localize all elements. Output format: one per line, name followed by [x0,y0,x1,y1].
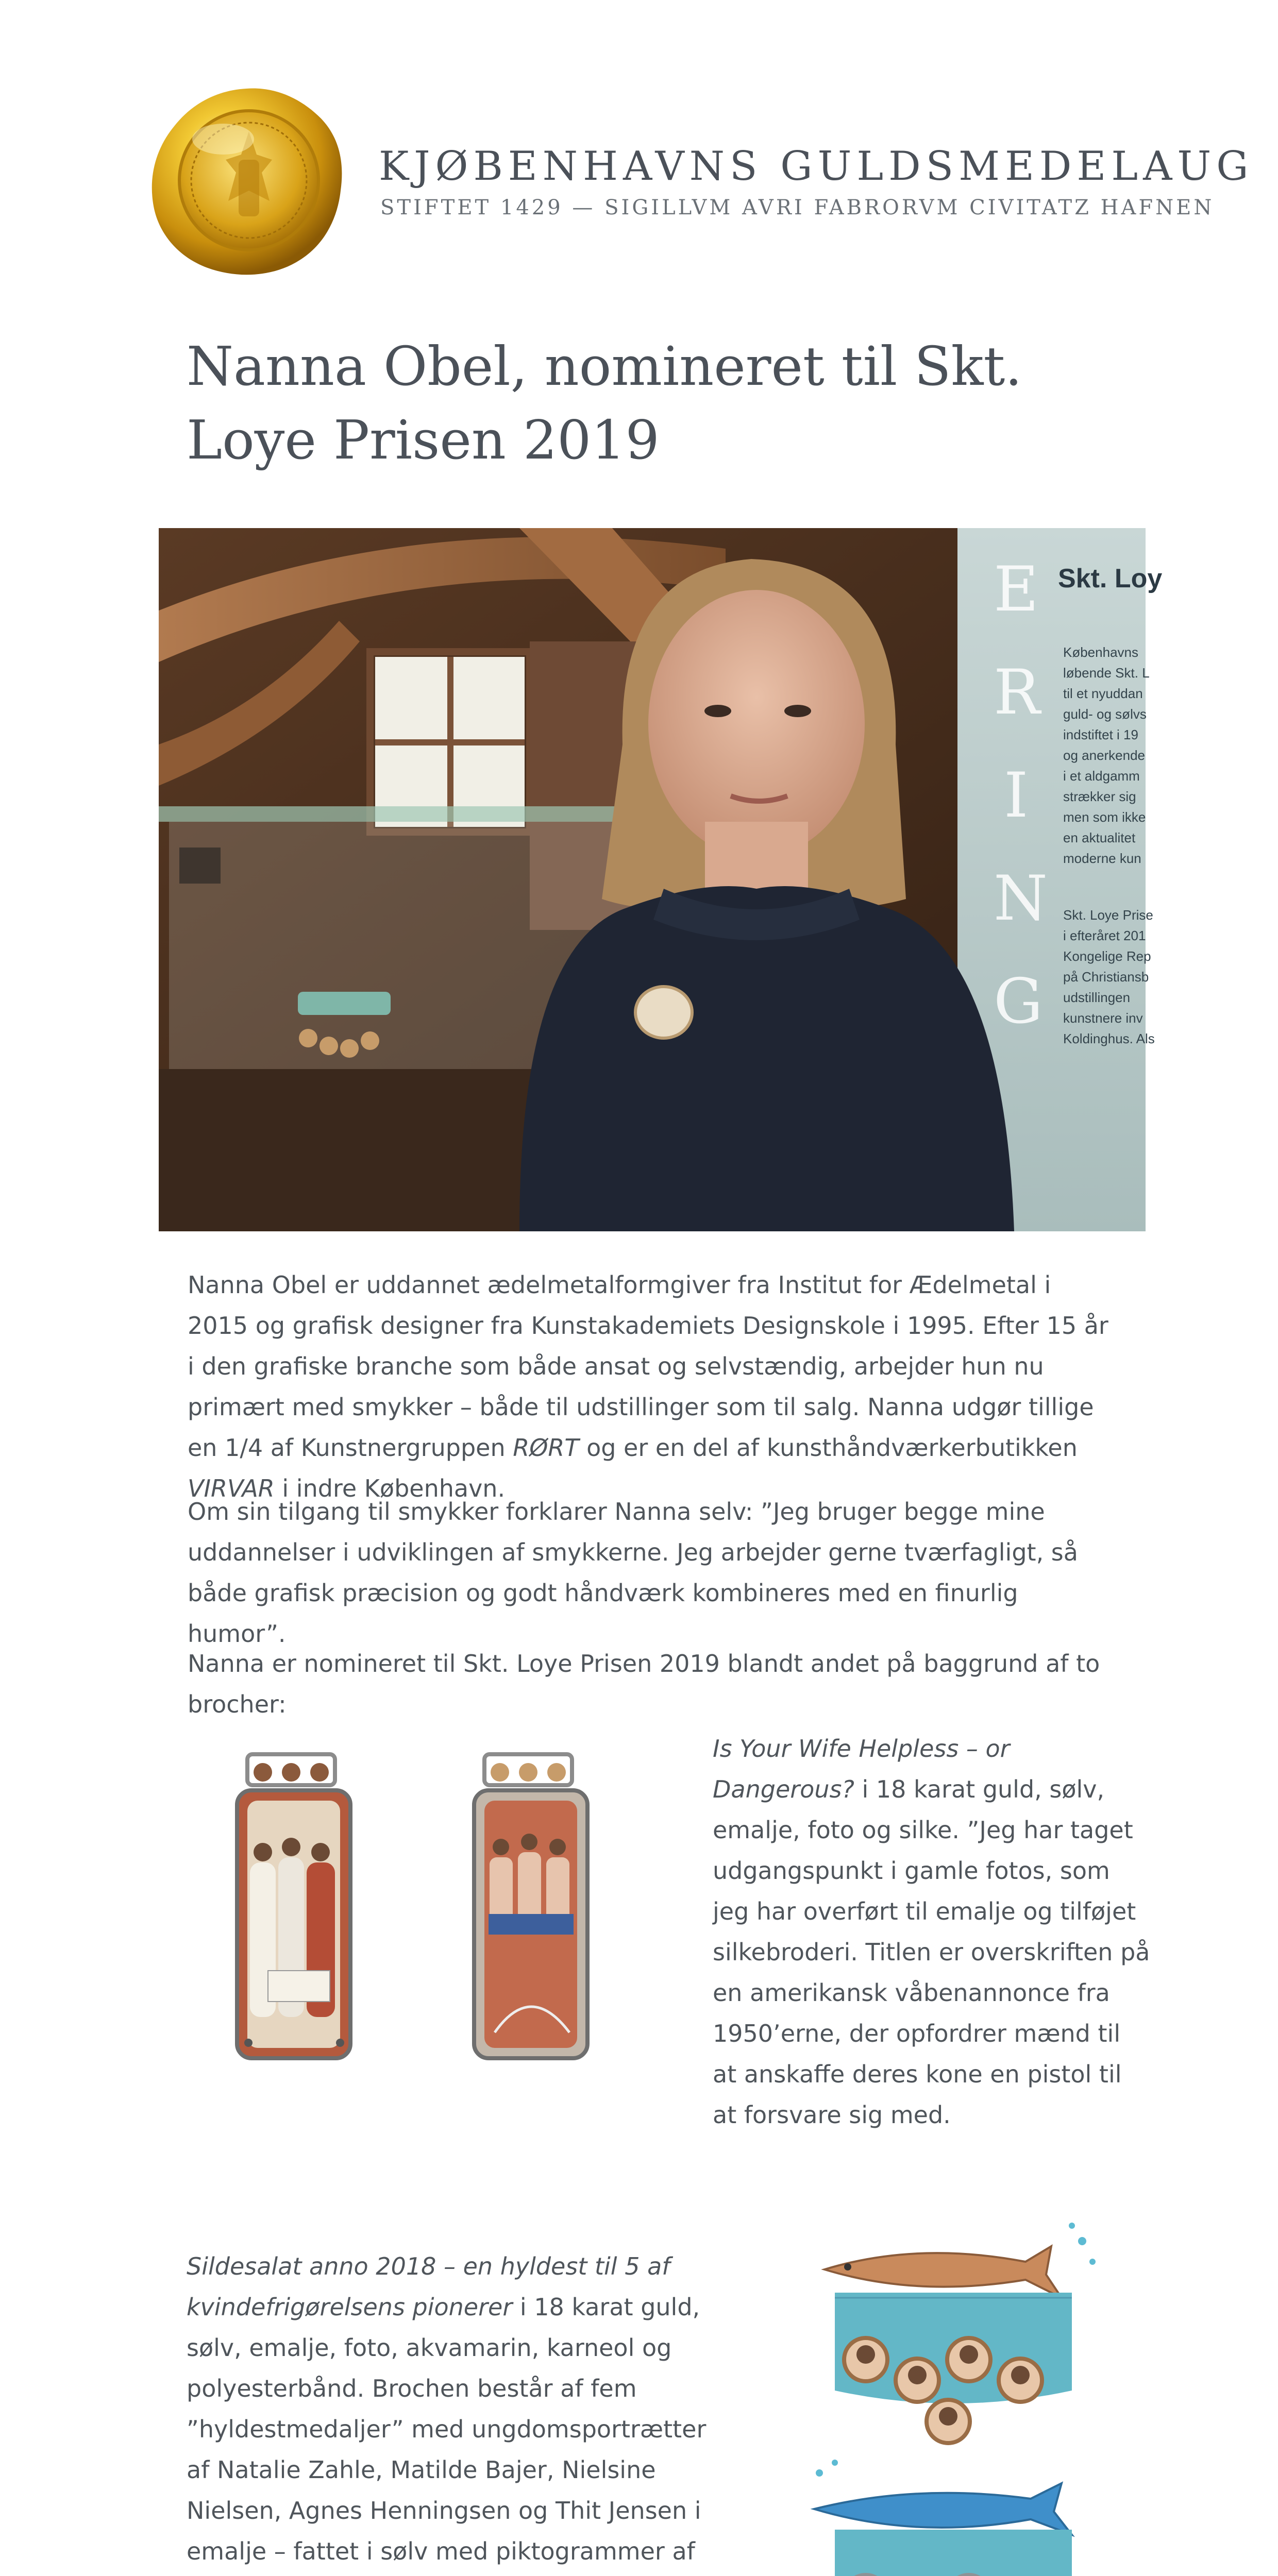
svg-text:strækker sig: strækker sig [1063,789,1136,804]
brooch-image-sildesalat [804,2221,1103,2576]
svg-text:på Christiansb: på Christiansb [1063,969,1149,985]
shop-name-virvar: VIRVAR [188,1475,275,1502]
svg-text:en aktualitet: en aktualitet [1063,830,1136,845]
work2-title: Sildesalat anno 2018 – en hyldest til 5 af kvindefrigørelsens pionerer [187,2252,670,2321]
approach-paragraph: Om sin tilgang til smykker forklarer Nanna selv: ”Jeg bruger begge mine uddannelser i udviklingen af smykkerne. Jeg arbejder gerne tværfagligt, så både grafisk præcision og godt håndværk kombineres med en finurlig humor”. [188,1498,1078,1648]
intro-paragraph: Nanna Obel er uddannet ædelmetalformgiver fra Institut for Ædelmetal i 2015 og grafisk designer fra Kunstakademiets Designskole i 1995. Efter 15 år i den grafiske branche som både ansat og selvstændig, arbejder hun nu primært med smykker – både til udstillinger som til salg. Nanna udgør tillige en 1/4 af Kunstnergruppen RØRT og er en del af kunsthåndværkerbutikken VIRVAR i indre København. [188,1271,1108,1502]
svg-text:R: R [994,657,1040,728]
svg-text:kunstnere inv: kunstnere inv [1063,1010,1143,1026]
svg-text:indstiftet i 19: indstiftet i 19 [1063,727,1138,742]
work2-description: Sildesalat anno 2018 – en hyldest til 5 af kvindefrigørelsens pionerer i 18 karat guld, sølv, emalje, foto, akvamarin, karneol og polyesterbånd. Brochen består af fem ”hyldestmedaljer” med ungdomsportrætter af Natalie Zahle, Matilde Bajer, Nielsine Nielsen, Agnes Henningsen og Thit Jensen i emalje – fattet i sølv med piktogrammer af [187,2252,707,2565]
svg-text:Kongelige Rep: Kongelige Rep [1063,948,1151,964]
svg-text:men som ikke: men som ikke [1063,809,1146,825]
brooch-image-helpless-or-dangerous [191,1744,665,2074]
svg-text:til et nyuddan: til et nyuddan [1063,686,1143,701]
svg-text:moderne kun: moderne kun [1063,851,1141,866]
svg-text:E: E [994,554,1039,625]
svg-text:N: N [994,863,1048,935]
svg-text:og anerkende: og anerkende [1063,748,1146,763]
svg-text:G: G [994,966,1043,1038]
svg-text:Københavns: Københavns [1063,645,1138,660]
work1-description: Is Your Wife Helpless – or Dangerous? i 18 karat guld, sølv, emalje, foto og silke. ”Jeg har taget udgangspunkt i gamle fotos, som jeg har overført til emalje og tilføjet silkebroderi. Titlen er overskriften på en amerikansk våbenannonce fra 1950’erne, der opfordrer mænd til at anskaffe deres kone en pistol til at forsvare sig med. [713,1735,1150,2129]
work1-title: Is Your Wife Helpless – or Dangerous? [713,1735,1010,1803]
svg-text:Skt. Loy: Skt. Loy [1058,564,1163,594]
svg-text:Skt. Loye Prise: Skt. Loye Prise [1063,907,1153,923]
page-title: Nanna Obel, nomineret til Skt. Loye Prisen 2019 [187,335,1022,471]
svg-text:I: I [1004,760,1029,832]
org-name: KJØBENHAVNS GULDSMEDELAUG [379,143,1254,190]
svg-text:guld- og sølvs: guld- og sølvs [1063,706,1147,722]
svg-text:i efteråret 201: i efteråret 201 [1063,928,1146,943]
svg-text:udstillingen: udstillingen [1063,990,1131,1005]
nomination-paragraph: Nanna er nomineret til Skt. Loye Prisen 2019 blandt andet på baggrund af to brocher: [188,1650,1100,1718]
svg-text:i et aldgamm: i et aldgamm [1063,768,1140,784]
svg-text:Koldinghus. Als: Koldinghus. Als [1063,1031,1155,1046]
org-tagline: STIFTET 1429 — SIGILLVM AVRI FABRORVM CIVITATZ HAFNEN [380,196,1215,219]
svg-text:løbende Skt. L: løbende Skt. L [1063,665,1150,681]
hero-photo [159,528,1163,1231]
guild-seal-logo [146,82,347,281]
group-name-rort: RØRT [513,1434,579,1462]
